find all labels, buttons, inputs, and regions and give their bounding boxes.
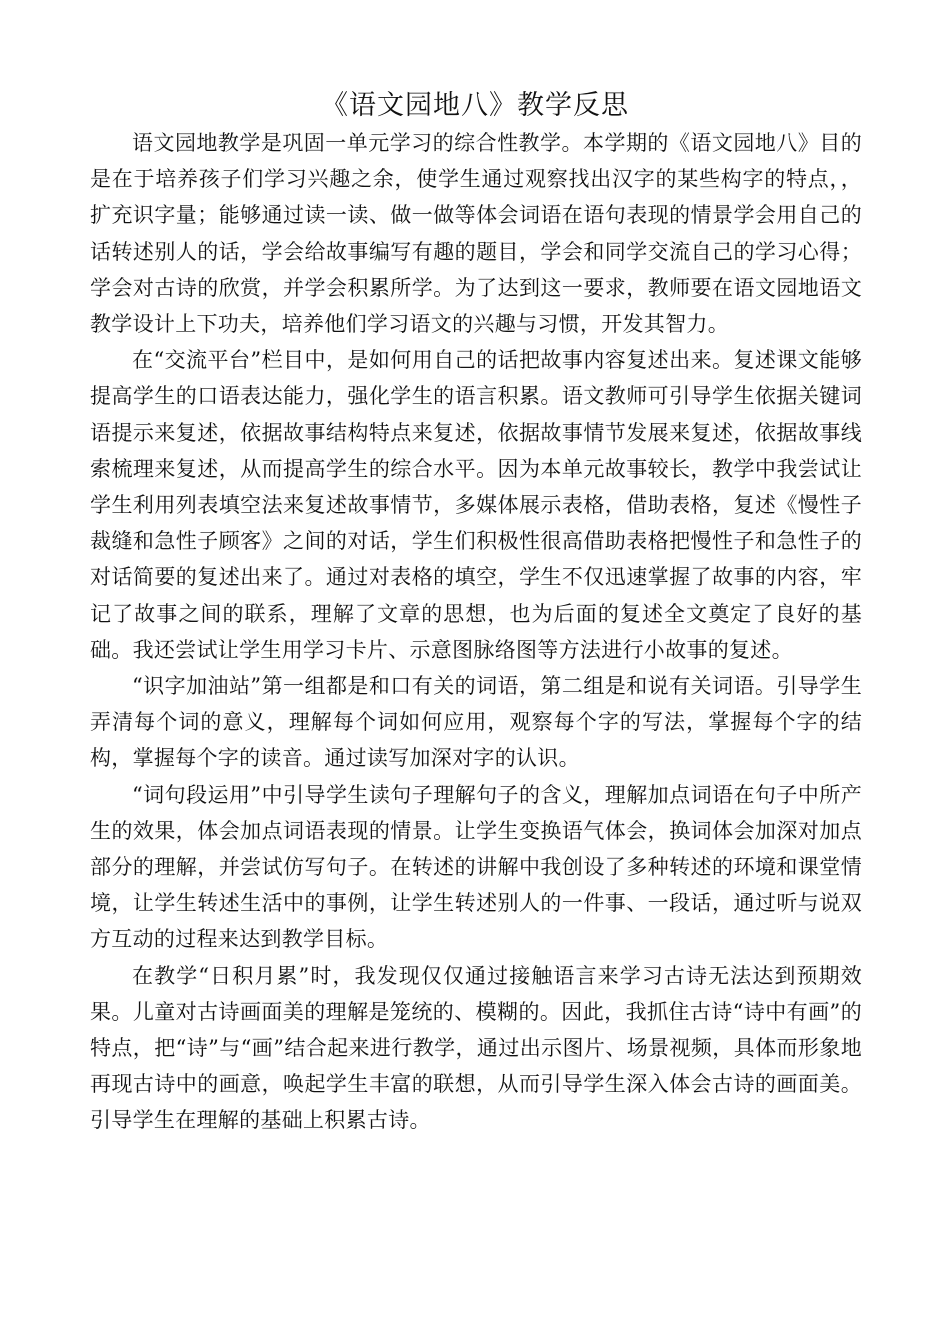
document-title: 《语文园地八》教学反思 — [321, 90, 629, 121]
paragraph-daily-accumulation: 在教学“日积月累”时，我发现仅仅通过接触语言来学习古诗无法达到预期效果。儿童对古诗画面美的理解是笼统的、模糊的。因此，我抓住古诗“诗中有画”的特点，把“诗”与“画”结合起来进行教学，通过出示图片、场景视频，具体而形象地再现古诗中的画意，唤起学生丰富的联想，从而引导学生深入体会古诗的画面美。引导学生在理解的基础上积累古诗。 — [90, 963, 862, 1133]
paragraph-literacy-station: “识字加油站”第一组都是和口有关的词语，第二组是和说有关词语。引导学生弄清每个词的意义，理解每个词如何应用，观察每个字的写法，掌握每个字的结构，掌握每个字的读音。通过读写加深对字的认识。 — [90, 674, 862, 771]
paragraph-intro: 语文园地教学是巩固一单元学习的综合性教学。本学期的《语文园地八》目的是在于培养孩子们学习兴趣之余，使学生通过观察找出汉字的某些构字的特点，，扩充识字量；能够通过读一读、做一做等体会词语在语句表现的情景学会用自己的话转述别人的话，学会给故事编写有趣的题目，学会和同学交流自己的学习心得；学会对古诗的欣赏，并学会积累所学。为了达到这一要求，教师要在语文园地语文教学设计上下功夫，培养他们学习语文的兴趣与习惯，开发其智力。 — [90, 131, 862, 337]
document-body — [90, 125, 862, 1139]
paragraph-exchange-platform: 在“交流平台”栏目中，是如何用自己的话把故事内容复述出来。复述课文能够提高学生的口语表达能力，强化学生的语言积累。语文教师可引导学生依据关键词语提示来复述，依据故事结构特点来复述，依据故事情节发展来复述，依据故事线索梳理来复述，从而提高学生的综合水平。因为本单元故事较长，教学中我尝试让学生利用列表填空法来复述故事情节，多媒体展示表格，借助表格，复述《慢性子裁缝和急性子顾客》之间的对话，学生们积极性很高借助表格把慢性子和急性子的对话简要的复述出来了。通过对表格的填空，学生不仅迅速掌握了故事的内容，牢记了故事之间的联系，理解了文章的思想，也为后面的复述全文奠定了良好的基础。我还尝试让学生用学习卡片、示意图脉络图等方法进行小故事的复述。 — [90, 348, 862, 662]
paragraph-sentence-usage: “词句段运用”中引导学生读句子理解句子的含义，理解加点词语在句子中所产生的效果，体会加点词语表现的情景。让学生变换语气体会，换词体会加深对加点部分的理解，并尝试仿写句子。在转述的讲解中我创设了多种转述的环境和课堂情境，让学生转述生活中的事例，让学生转述别人的一件事、一段话，通过听与说双方互动的过程来达到教学目标。 — [90, 782, 862, 952]
